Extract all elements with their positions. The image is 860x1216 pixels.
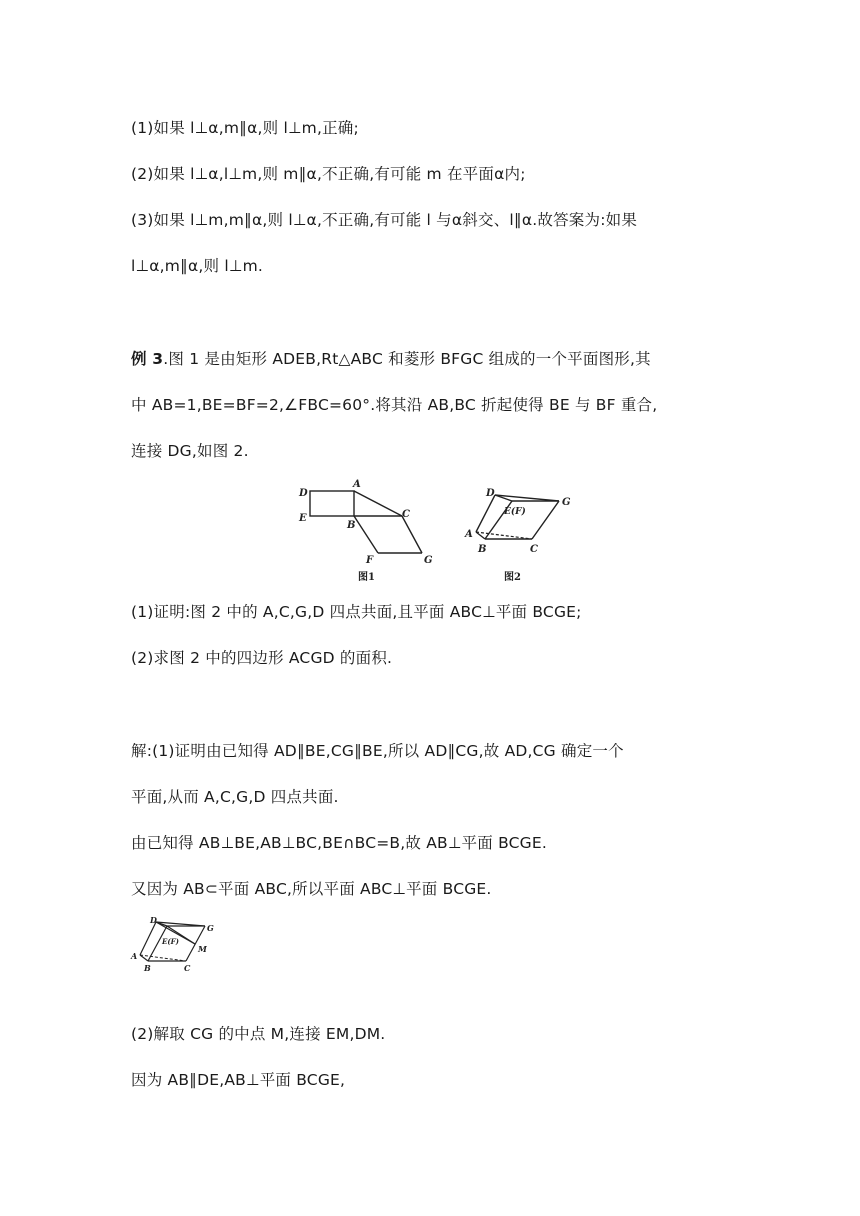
solution-line: 平面,从而 A,C,G,D 四点共面. — [131, 788, 339, 806]
label-D: D — [299, 488, 308, 499]
label-E: E — [299, 513, 307, 524]
label-A: A — [465, 529, 473, 540]
example-text: .图 1 是由矩形 ADEB,Rt△ABC 和菱形 BFGC 组成的一个平面图形,其 — [163, 350, 651, 368]
label-G: G — [207, 923, 214, 933]
label-B: B — [144, 963, 151, 973]
label-M: M — [198, 944, 207, 954]
label-EF: E(F) — [504, 507, 526, 517]
figure-1-caption: 图1 — [358, 572, 375, 583]
example-heading — [131, 349, 651, 369]
text-line: (1)如果 l⊥α,m∥α,则 l⊥m,正确; — [131, 119, 359, 137]
solution-line: (2)解取 CG 的中点 M,连接 EM,DM. — [131, 1025, 386, 1043]
label-D: D — [486, 488, 495, 499]
label-G: G — [562, 497, 571, 508]
label-A: A — [353, 479, 361, 490]
figure-3 — [130, 912, 222, 978]
figure-1 — [290, 475, 450, 587]
question-2: (2)求图 2 中的四边形 ACGD 的面积. — [131, 649, 393, 667]
figure-2 — [460, 480, 590, 588]
solution-line: 因为 AB∥DE,AB⊥平面 BCGE, — [131, 1071, 346, 1089]
label-C: C — [402, 509, 410, 520]
text-line: (2)如果 l⊥α,l⊥m,则 m∥α,不正确,有可能 m 在平面α内; — [131, 165, 526, 183]
solution-line: 由已知得 AB⊥BE,AB⊥BC,BE∩BC=B,故 AB⊥平面 BCGE. — [131, 834, 547, 852]
label-B: B — [478, 544, 487, 555]
label-D: D — [150, 915, 157, 925]
label-F: F — [366, 555, 374, 566]
figure-2-caption: 图2 — [504, 572, 521, 583]
text-line: 连接 DG,如图 2. — [131, 442, 249, 460]
text-line: (3)如果 l⊥m,m∥α,则 l⊥α,不正确,有可能 l 与α斜交、l∥α.故答案为:如果 — [131, 211, 638, 229]
example-label: 例 3 — [131, 350, 164, 368]
label-A: A — [131, 951, 138, 961]
text-line: l⊥α,m∥α,则 l⊥m. — [131, 257, 264, 275]
solution-line: 又因为 AB⊂平面 ABC,所以平面 ABC⊥平面 BCGE. — [131, 880, 492, 898]
text-line: 中 AB=1,BE=BF=2,∠FBC=60°.将其沿 AB,BC 折起使得 BE 与 BF 重合, — [131, 396, 658, 414]
label-G: G — [424, 555, 433, 566]
question-1: (1)证明:图 2 中的 A,C,G,D 四点共面,且平面 ABC⊥平面 BCGE; — [131, 603, 582, 621]
label-C: C — [184, 963, 191, 973]
label-C: C — [530, 544, 538, 555]
solution-line: 解:(1)证明由已知得 AD∥BE,CG∥BE,所以 AD∥CG,故 AD,CG 确定一个 — [131, 742, 624, 760]
label-B: B — [347, 520, 356, 531]
label-EF: E(F) — [162, 937, 179, 946]
